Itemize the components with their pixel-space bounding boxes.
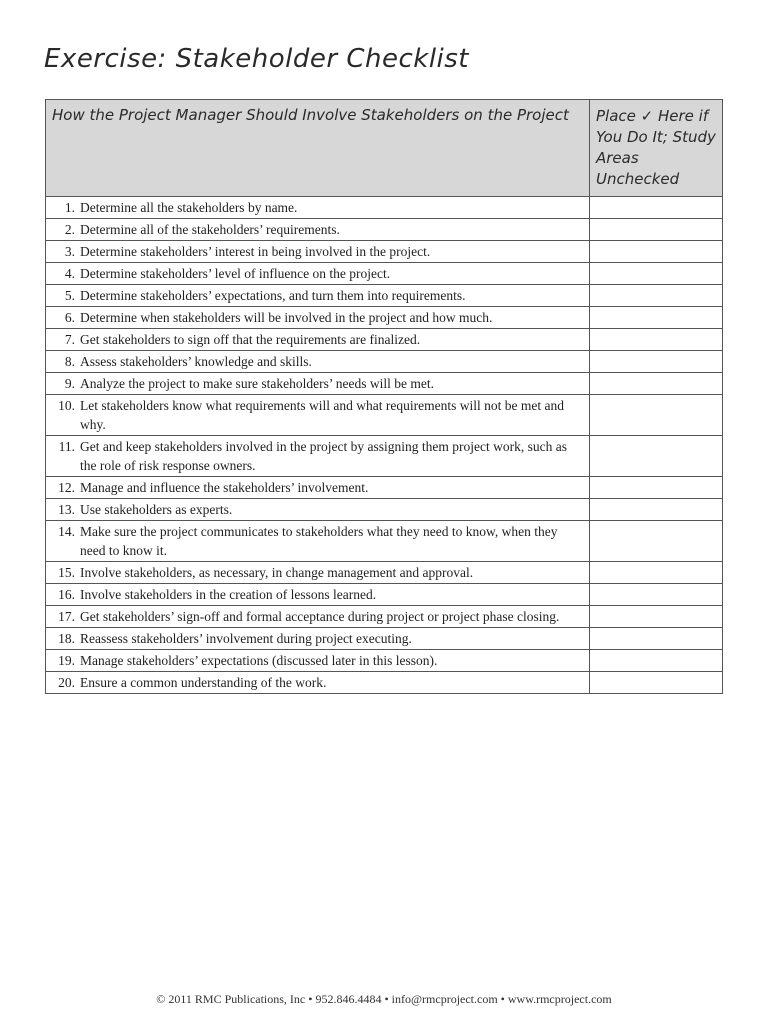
task-cell	[46, 329, 590, 351]
check-cell[interactable]	[590, 436, 723, 477]
row-number: 6.	[64, 310, 75, 325]
table-row	[46, 373, 723, 395]
table-row	[46, 499, 723, 521]
row-text: Reassess stakeholders’ involvement during project executing.	[80, 631, 412, 646]
task-cell	[46, 628, 590, 650]
task-cell	[46, 197, 590, 219]
table-row	[46, 584, 723, 606]
row-number: 3.	[64, 244, 75, 259]
row-number: 18.	[58, 631, 75, 646]
table-row	[46, 219, 723, 241]
row-text: Determine all of the stakeholders’ requirements.	[80, 222, 340, 237]
check-cell[interactable]	[590, 373, 723, 395]
check-cell[interactable]	[590, 628, 723, 650]
row-text: Get stakeholders to sign off that the requirements are finalized.	[80, 332, 421, 347]
row-text: Get stakeholders’ sign-off and formal acceptance during project or project phase closing.	[80, 609, 560, 624]
check-cell[interactable]	[590, 263, 723, 285]
task-cell	[46, 263, 590, 285]
row-text: Assess stakeholders’ knowledge and skills.	[80, 354, 312, 369]
table-row	[46, 521, 723, 562]
check-cell[interactable]	[590, 197, 723, 219]
task-cell	[46, 219, 590, 241]
row-text: Determine stakeholders’ expectations, and turn them into requirements.	[80, 288, 466, 303]
table-row	[46, 241, 723, 263]
table-row	[46, 606, 723, 628]
row-number: 9.	[64, 376, 75, 391]
table-row	[46, 307, 723, 329]
row-text: Determine all the stakeholders by name.	[80, 200, 298, 215]
task-cell	[46, 650, 590, 672]
check-cell[interactable]	[590, 562, 723, 584]
row-number: 10.	[58, 398, 75, 413]
row-text: Involve stakeholders in the creation of lessons learned.	[80, 587, 377, 602]
row-number: 16.	[58, 587, 75, 602]
table-row	[46, 436, 723, 477]
check-cell[interactable]	[590, 477, 723, 499]
task-cell	[46, 351, 590, 373]
row-number: 19.	[58, 653, 75, 668]
row-number: 5.	[64, 288, 75, 303]
row-number: 13.	[58, 502, 75, 517]
table-row	[46, 672, 723, 694]
check-cell[interactable]	[590, 351, 723, 373]
task-cell	[46, 477, 590, 499]
row-text: Make sure the project communicates to stakeholders what they need to know, when they need to know it.	[80, 524, 558, 558]
table-row	[46, 395, 723, 436]
task-cell	[46, 584, 590, 606]
task-cell	[46, 241, 590, 263]
row-number: 20.	[58, 675, 75, 690]
row-number: 2.	[64, 222, 75, 237]
row-number: 7.	[64, 332, 75, 347]
check-cell[interactable]	[590, 650, 723, 672]
check-cell[interactable]	[590, 219, 723, 241]
row-text: Get and keep stakeholders involved in the project by assigning them project work, such as the role of risk response owners.	[80, 439, 568, 473]
task-cell	[46, 562, 590, 584]
check-cell[interactable]	[590, 241, 723, 263]
task-cell	[46, 499, 590, 521]
task-cell	[46, 395, 590, 436]
row-number: 11.	[58, 439, 75, 454]
table-row	[46, 650, 723, 672]
task-cell	[46, 672, 590, 694]
row-text: Determine stakeholders’ level of influence on the project.	[80, 266, 391, 281]
check-cell[interactable]	[590, 285, 723, 307]
row-number: 17.	[58, 609, 75, 624]
check-cell[interactable]	[590, 329, 723, 351]
check-cell[interactable]	[590, 499, 723, 521]
check-cell[interactable]	[590, 606, 723, 628]
header-task: How the Project Manager Should Involve Stakeholders on the Project	[46, 100, 590, 197]
row-text: Manage and influence the stakeholders’ involvement.	[80, 480, 369, 495]
table-row	[46, 263, 723, 285]
footer: © 2011 RMC Publications, Inc • 952.846.4484 • info@rmcproject.com • www.rmcproject.com	[156, 992, 612, 1006]
task-cell	[46, 307, 590, 329]
page-title: Exercise: Stakeholder Checklist	[44, 44, 469, 74]
row-number: 4.	[64, 266, 75, 281]
row-text: Ensure a common understanding of the work.	[80, 675, 327, 690]
table-row	[46, 477, 723, 499]
task-cell	[46, 285, 590, 307]
row-text: Let stakeholders know what requirements will and what requirements will not be met and why.	[80, 398, 564, 432]
task-cell	[46, 373, 590, 395]
table-row	[46, 197, 723, 219]
task-cell	[46, 521, 590, 562]
task-cell	[46, 436, 590, 477]
table-row	[46, 351, 723, 373]
row-number: 12.	[58, 480, 75, 495]
row-text: Manage stakeholders’ expectations (discussed later in this lesson).	[80, 653, 438, 668]
check-cell[interactable]	[590, 395, 723, 436]
table-row	[46, 628, 723, 650]
check-cell[interactable]	[590, 584, 723, 606]
row-number: 1.	[64, 200, 75, 215]
stakeholder-checklist-table	[45, 99, 723, 694]
header-check: Place ✓ Here if You Do It; Study Areas Unchecked	[590, 100, 723, 197]
table-row	[46, 562, 723, 584]
check-cell[interactable]	[590, 521, 723, 562]
row-number: 8.	[64, 354, 75, 369]
table-body	[46, 197, 723, 694]
table-row	[46, 329, 723, 351]
row-text: Determine stakeholders’ interest in being involved in the project.	[80, 244, 431, 259]
row-number: 15.	[58, 565, 75, 580]
row-text: Use stakeholders as experts.	[80, 502, 233, 517]
check-cell[interactable]	[590, 307, 723, 329]
row-number: 14.	[58, 524, 75, 539]
row-text: Analyze the project to make sure stakeholders’ needs will be met.	[80, 376, 434, 391]
row-text: Determine when stakeholders will be involved in the project and how much.	[80, 310, 493, 325]
table-row	[46, 285, 723, 307]
check-cell[interactable]	[590, 672, 723, 694]
table-header-row	[46, 100, 723, 197]
row-text: Involve stakeholders, as necessary, in change management and approval.	[80, 565, 474, 580]
task-cell	[46, 606, 590, 628]
